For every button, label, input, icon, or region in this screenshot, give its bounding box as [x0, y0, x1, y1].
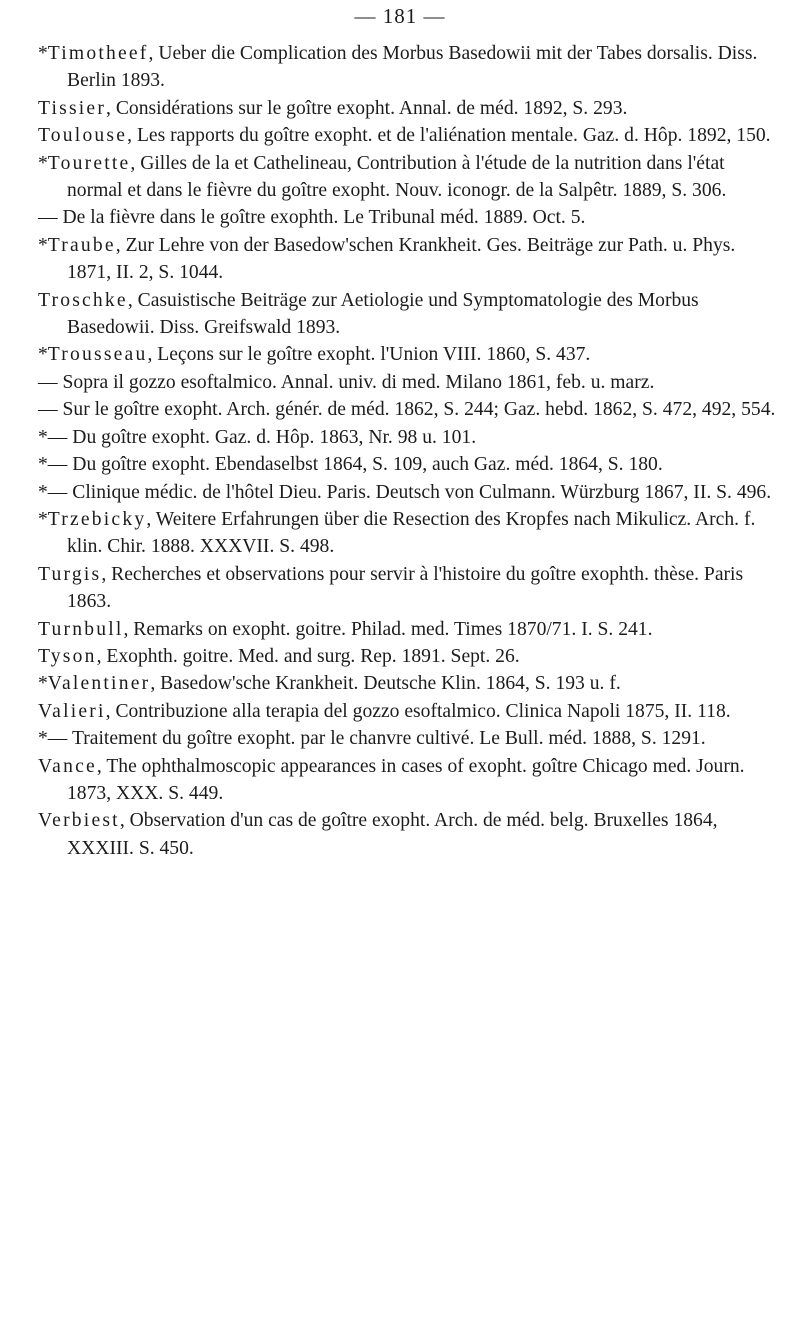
entry-text: Traitement du goître exopht. par le chanvre cultivé. Le Bull. méd. 1888, S. 1291.: [71, 728, 706, 750]
entry-text: Sur le goître exopht. Arch. génér. de méd. 1862, S. 244; Gaz. hebd. 1862, S. 472, 492, 554.: [62, 399, 776, 421]
entry-author: Trzebicky: [47, 508, 147, 530]
entry-text: , Leçons sur le goître exopht. l'Union VIII. 1860, S. 437.: [147, 344, 591, 366]
entry-text: , Basedow'sche Krankheit. Deutsche Klin. 1864, S. 193 u. f.: [150, 673, 621, 695]
bibliography-entry: [38, 506, 778, 561]
entry-prefix: *: [38, 43, 48, 64]
bibliography-entry: [38, 287, 778, 342]
entry-prefix: *—: [38, 728, 72, 750]
entry-prefix: *: [38, 152, 48, 174]
entry-text: , Considérations sur le goître exopht. Annal. de méd. 1892, S. 293.: [106, 97, 628, 119]
bibliography-entry: [38, 807, 778, 862]
entry-author: Vance: [38, 755, 97, 777]
bibliography-entry: [38, 616, 778, 643]
entry-text: , Weitere Erfahrungen über die Resection des Kropfes nach Mikulicz. Arch. f. klin. Chir. 1888. XXXVII. S. 498.: [67, 508, 756, 558]
page-number: — 181 —: [354, 4, 446, 28]
bibliography-entry: [38, 341, 778, 368]
entry-text: , Ueber die Complication des Morbus Basedowii mit der Tabes dorsalis. Diss. Berlin 1893.: [67, 43, 758, 92]
entry-text: Du goître exopht. Gaz. d. Hôp. 1863, Nr. 98 u. 101.: [72, 426, 477, 448]
entry-prefix: *: [38, 234, 48, 256]
bibliography-entry: [38, 451, 778, 478]
entry-author: Tyson: [38, 645, 97, 667]
bibliography-entry: [38, 369, 778, 396]
entry-text: , Les rapports du goître exopht. et de l'aliénation mentale. Gaz. d. Hôp. 1892, 150.: [127, 125, 771, 147]
entry-prefix: *: [38, 508, 48, 530]
entry-prefix: *—: [38, 454, 73, 476]
bibliography-entry: [38, 396, 778, 423]
bibliography-entry: [38, 753, 778, 808]
bibliography-entry: [38, 643, 778, 670]
bibliography-entry: [38, 232, 778, 287]
entry-author: Turnbull: [38, 618, 124, 640]
entry-prefix: —: [38, 371, 63, 393]
entry-text: De la fièvre dans le goître exophth. Le Tribunal méd. 1889. Oct. 5.: [62, 207, 586, 229]
entry-text: Du goître exopht. Ebendaselbst 1864, S. 109, auch Gaz. méd. 1864, S. 180.: [72, 454, 663, 476]
entry-author: Traube: [47, 234, 116, 256]
bibliography-entry: [38, 725, 778, 752]
entry-prefix: *—: [38, 426, 73, 448]
entry-author: Verbiest: [38, 810, 120, 832]
entry-text: , The ophthalmoscopic appearances in cases of exopht. goître Chicago med. Journ. 1873, XXX. S. 449.: [67, 755, 745, 804]
entry-author: Valieri: [38, 700, 106, 722]
entry-prefix: *: [38, 344, 48, 366]
entry-text: , Gilles de la et Cathelineau, Contribution à l'étude de la nutrition dans l'état normal et dans le fièvre du goître exopht. Nouv. iconogr. de la Salpêtr. 1889, S. 306.: [67, 152, 727, 202]
entry-prefix: —: [38, 207, 63, 229]
entry-author: Timotheef: [47, 43, 149, 64]
entry-author: Troschke: [38, 289, 128, 311]
entry-author: Trousseau: [47, 344, 148, 366]
bibliography-entry: [38, 122, 778, 149]
bibliography-list: [38, 40, 778, 862]
entry-prefix: —: [38, 399, 63, 421]
bibliography-entry: [38, 670, 778, 697]
entry-author: Turgis: [38, 563, 102, 585]
entry-author: Tissier: [38, 97, 107, 119]
entry-text: , Remarks on exopht. goitre. Philad. med. Times 1870/71. I. S. 241.: [123, 618, 653, 640]
bibliography-entry: [38, 40, 778, 95]
entry-text: Clinique médic. de l'hôtel Dieu. Paris. Deutsch von Culmann. Würzburg 1867, II. S. 496.: [72, 481, 772, 503]
bibliography-entry: [38, 424, 778, 451]
entry-text: , Contribuzione alla terapia del gozzo esoftalmico. Clinica Napoli 1875, II. 118.: [105, 700, 731, 722]
entry-text: , Casuistische Beiträge zur Aetiologie und Symptomatologie des Morbus Basedowii. Diss. Greifswald 1893.: [67, 289, 699, 339]
bibliography-entry: [38, 204, 778, 231]
entry-text: , Exophth. goitre. Med. and surg. Rep. 1891. Sept. 26.: [96, 645, 520, 667]
bibliography-entry: [38, 561, 778, 616]
entry-text: Sopra il gozzo esoftalmico. Annal. univ. di med. Milano 1861, feb. u. marz.: [62, 371, 655, 393]
bibliography-entry: [38, 95, 778, 122]
bibliography-entry: [38, 698, 778, 725]
entry-author: Toulouse: [38, 125, 128, 147]
bibliography-entry: [38, 479, 778, 506]
entry-author: Tourette: [47, 152, 131, 174]
entry-prefix: *: [38, 673, 48, 695]
entry-text: , Recherches et observations pour servir à l'histoire du goître exophth. thèse. Paris 1863.: [67, 563, 744, 613]
bibliography-entry: [38, 150, 778, 205]
entry-author: Valentiner: [47, 673, 151, 695]
entry-prefix: *—: [38, 481, 73, 503]
entry-text: , Observation d'un cas de goître exopht. Arch. de méd. belg. Bruxelles 1864, XXXIII. S. 450.: [67, 810, 718, 859]
entry-text: , Zur Lehre von der Basedow'schen Krankheit. Ges. Beiträge zur Path. u. Phys. 1871, II. 2, S. 1044.: [67, 234, 736, 284]
